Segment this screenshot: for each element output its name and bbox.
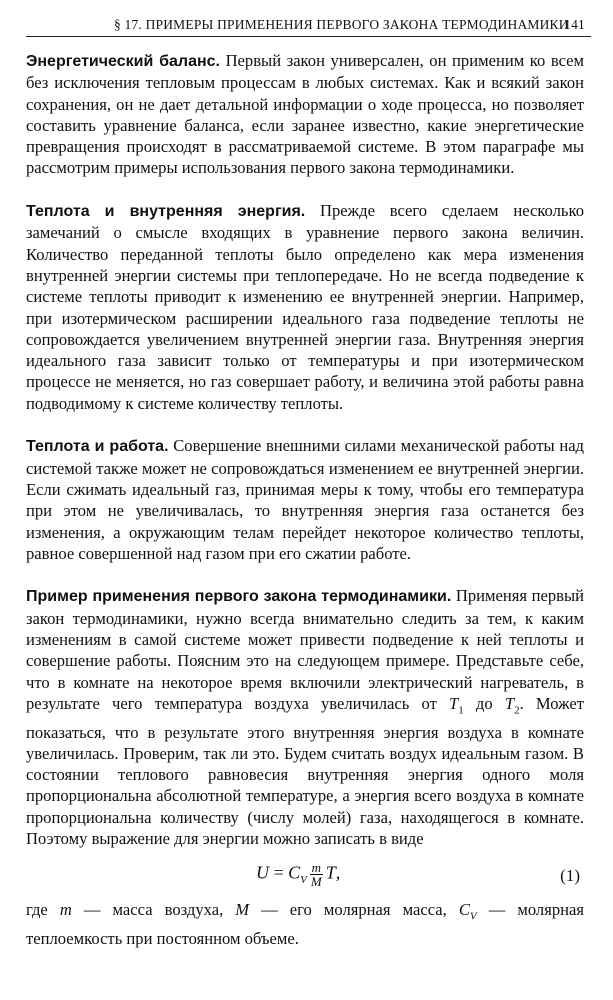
fraction <box>310 861 323 888</box>
section-heading: Пример применения первого закона термодинамики. <box>26 588 452 606</box>
symbol-big-m: M <box>235 900 250 920</box>
section-heading: Теплота и работа. <box>26 438 169 456</box>
header-title: § 17. ПРИМЕРЫ ПРИМЕНЕНИЯ ПЕРВОГО ЗАКОНА ТЕРМОДИНАМИКИ <box>114 17 569 32</box>
subscript: 2 <box>514 704 520 717</box>
symbol-c: C <box>458 900 470 920</box>
paragraph-heat-work <box>26 435 584 564</box>
paragraph-text: — молярная теплоемкость при постоянном объеме. <box>26 900 585 948</box>
fraction-denominator: M <box>310 874 322 890</box>
paragraph-text: Первый закон универсален, он применим ко всем без исключения тепловым процессам в любых системах. Как и всякий закон сохранения, он не дает детальной информации о ходе процесса, но позволяет составить уравнение баланса, если заранее известно, какие энергетические превращения происходят в рассматриваемой системе. В этом параграфе мы рассмотрим примеры использования первого закона термодинамики. <box>26 51 585 178</box>
page-body <box>26 50 584 949</box>
paragraph-text: — его молярная масса, <box>249 900 459 920</box>
section-heading: Теплота и внутренняя энергия. <box>26 203 306 221</box>
running-header <box>26 14 591 37</box>
paragraph-text: — масса воздуха, <box>71 900 236 920</box>
equation-row <box>26 853 584 897</box>
symbol-t: T <box>325 862 336 883</box>
subscript: V <box>469 910 477 923</box>
equation-number: (1) <box>560 866 580 886</box>
section-heading: Энергетический баланс. <box>26 53 221 70</box>
paragraph-text: Прежде всего сделаем несколько замечаний о смысле входящих в уравнение первого закона величин. Количество переданной теплоты было определено как мера изменения внутренней энергии системы при теплопередаче. Но не всегда подведение к системе теплоты приводит к изменению ее внутренней энергии. Например, при изотермическом расширении идеального газа подведение теплоты не сопровождается увеличением внутренней энергии газа. Внутренняя энергия идеального газа зависит только от температуры и при изотермическом процессе не меняется, но газ совершает работу, и величина этой работы равна подводимому к системе количеству теплоты. <box>26 201 585 413</box>
fraction-numerator: m <box>311 860 322 876</box>
paragraph-text: Совершение внешними силами механической работы над системой также может не сопровождаться изменением ее внутренней энергии. Если сжимать идеальный газ, принимая меры к тому, чтобы его температура при этом не увеличивалась, то внутренняя энергия газа останется без изменения, а окружающим телам перейдет некоторое количество теплоты, равное совершенной над газом при его сжатии работе. <box>26 436 585 563</box>
equation <box>256 861 340 892</box>
paragraph-closing <box>26 899 584 949</box>
equation-comma: , <box>335 862 341 883</box>
paragraph-heat-internal-energy <box>26 200 584 414</box>
subscript: 1 <box>458 704 464 717</box>
symbol-t: T <box>449 693 459 713</box>
paragraph-text: где <box>26 900 60 920</box>
symbol-c: C <box>288 862 301 883</box>
paragraph-example <box>26 585 584 849</box>
symbol-m: m <box>59 900 72 920</box>
equals-sign: = <box>269 862 289 883</box>
symbol-u: U <box>256 862 269 883</box>
paragraph-energy-balance <box>26 50 584 179</box>
paragraph-text: до <box>463 693 505 713</box>
page-number: 141 <box>564 17 585 32</box>
subscript: V <box>300 874 307 887</box>
paragraph-text: Применяя первый закон термодинамики, нужно всегда внимательно следить за тем, к каким изменениям в самой системе может привести подведение к ней теплоты и совершение работы. Поясним это на следующем примере. Представьте себе, что в комнате на некоторое время включили электрический нагреватель, в результате чего температура воздуха увеличилась от <box>26 586 584 713</box>
paragraph-text: . Может показаться, что в результате этого внутренняя энергия воздуха в комнате увеличилась. Проверим, так ли это. Будем считать воздух идеальным газом. В состоянии теплового равновесия внутренняя энергия одного моля пропорциональна абсолютной температуре, а энергия всего воздуха в комнате пропорциональна количеству (числу молей) газа, находящегося в комнате. Поэтому выражение для энергии можно записать в виде <box>26 693 585 848</box>
symbol-t: T <box>504 693 515 713</box>
